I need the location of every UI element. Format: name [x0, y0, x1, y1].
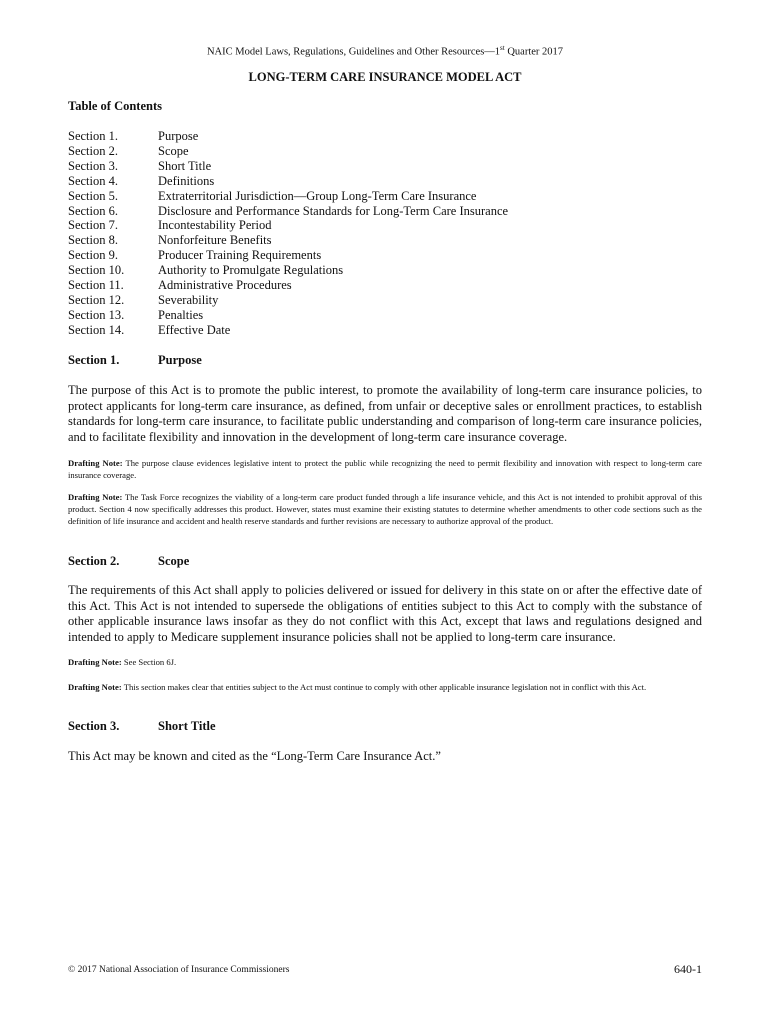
toc-item[interactable] [68, 263, 508, 278]
toc-item-title: Definitions [158, 173, 215, 188]
section-2-heading [68, 554, 189, 569]
toc-item-number: Section 5. [68, 188, 118, 203]
toc-item[interactable] [68, 308, 508, 323]
table-of-contents [68, 129, 508, 338]
section-2-drafting-note-2 [68, 681, 702, 693]
toc-item[interactable] [68, 278, 508, 293]
toc-item-title: Disclosure and Performance Standards for Long-Term Care Insurance [158, 203, 509, 218]
toc-item[interactable] [68, 233, 508, 248]
toc-item-title: Extraterritorial Jurisdiction—Group Long-Term Care Insurance [158, 188, 477, 203]
document-title: LONG-TERM CARE INSURANCE MODEL ACT [248, 70, 522, 84]
toc-item-title: Penalties [158, 307, 204, 322]
toc-item-number: Section 2. [68, 143, 118, 158]
toc-item[interactable] [68, 159, 508, 174]
toc-item-number: Section 9. [68, 248, 118, 263]
toc-item[interactable] [68, 174, 508, 189]
toc-item[interactable] [68, 129, 508, 144]
section-1-heading [68, 353, 202, 368]
toc-item[interactable] [68, 323, 508, 338]
drafting-note-label: Drafting Note: [68, 492, 123, 502]
drafting-note-text: The Task Force recognizes the viability of a long-term care product funded through a life insurance vehicle, and this Act is not intended to prohibit approval of this product. Section 4 now specifically addresses this product. However, states must examine their existing statutes to determine whether amendments to other code sections such as the definition of life insurance and accident and health reserve standards and further revisions are necessary to authorize approval of the product. [68, 492, 702, 526]
section-3-body: This Act may be known and cited as the “Long-Term Care Insurance Act.” [68, 749, 441, 763]
section-number: Section 2. [68, 554, 120, 568]
section-2-drafting-note-1 [68, 656, 702, 668]
section-1-drafting-note-2 [68, 491, 702, 527]
toc-item[interactable] [68, 189, 508, 204]
toc-item-title: Producer Training Requirements [158, 248, 322, 263]
toc-item-number: Section 1. [68, 129, 118, 143]
toc-item[interactable] [68, 218, 508, 233]
toc-item-title: Nonforfeiture Benefits [158, 233, 272, 248]
drafting-note-label: Drafting Note: [68, 458, 123, 468]
footer-copyright: © 2017 National Association of Insurance Commissioners [68, 965, 290, 975]
toc-item-number: Section 8. [68, 233, 118, 248]
toc-item-number: Section 13. [68, 307, 125, 322]
toc-item[interactable] [68, 248, 508, 263]
section-2-body: The requirements of this Act shall apply to policies delivered or issued for delivery in this state on or after the effective date of this Act. This Act is not intended to supersede the obligations of entities subject to this Act to comply with the substance of other applicable insurance laws insofar as they do not conflict with this Act, except that laws and regulations designed and intended to apply to Medicare supplement insurance policies shall not be applied to long-term care insurance. [68, 583, 702, 644]
drafting-note-label: Drafting Note: [68, 682, 122, 692]
toc-item-title: Severability [158, 292, 219, 307]
section-3-heading [68, 719, 216, 734]
section-1-drafting-note-1 [68, 457, 702, 481]
toc-heading: Table of Contents [68, 99, 162, 113]
toc-item-title: Administrative Procedures [158, 278, 292, 293]
section-number: Section 1. [68, 353, 120, 367]
toc-item[interactable] [68, 204, 508, 219]
toc-item-title: Effective Date [158, 322, 231, 337]
drafting-note-text: This section makes clear that entities subject to the Act must continue to comply with other applicable insurance legislation not in conflict with this Act. [121, 682, 647, 692]
toc-item[interactable] [68, 293, 508, 308]
section-title: Purpose [158, 353, 202, 367]
drafting-note-text: See Section 6J. [121, 657, 177, 667]
section-1-body: The purpose of this Act is to promote the public interest, to promote the availability of long-term care insurance policies, to protect applicants for long-term care insurance, as defined, from unfair or deceptive sales or enrollment practices, to establish standards for long-term care insurance, to facilitate public understanding and comparison of long-term care insurance policies, and to facilitate flexibility and innovation in the development of long-term care insurance coverage. [68, 383, 702, 444]
toc-item-title: Authority to Promulgate Regulations [158, 263, 344, 278]
section-number: Section 3. [68, 719, 120, 733]
drafting-note-label: Drafting Note: [68, 657, 122, 667]
section-title: Short Title [158, 719, 216, 733]
toc-item-number: Section 11. [68, 278, 124, 293]
toc-item-number: Section 7. [68, 218, 118, 233]
toc-item-title: Short Title [158, 158, 212, 173]
toc-item-title: Scope [158, 143, 189, 158]
section-title: Scope [158, 554, 190, 568]
toc-item-title: Purpose [158, 129, 199, 143]
toc-item-number: Section 14. [68, 322, 125, 337]
drafting-note-text: The purpose clause evidences legislative intent to protect the public while recognizing the need to permit flexibility and innovation with respect to long-term care insurance coverage. [68, 458, 702, 480]
running-header: NAIC Model Laws, Regulations, Guidelines and Other Resources—1st Quarter 2017 [206, 44, 564, 58]
toc-item-number: Section 4. [68, 173, 118, 188]
toc-item-number: Section 10. [68, 263, 125, 278]
page-number: 640-1 [674, 962, 702, 976]
toc-item[interactable] [68, 144, 508, 159]
toc-item-title: Incontestability Period [158, 218, 272, 233]
toc-item-number: Section 12. [68, 292, 125, 307]
toc-item-number: Section 3. [68, 158, 118, 173]
toc-item-number: Section 6. [68, 203, 118, 218]
